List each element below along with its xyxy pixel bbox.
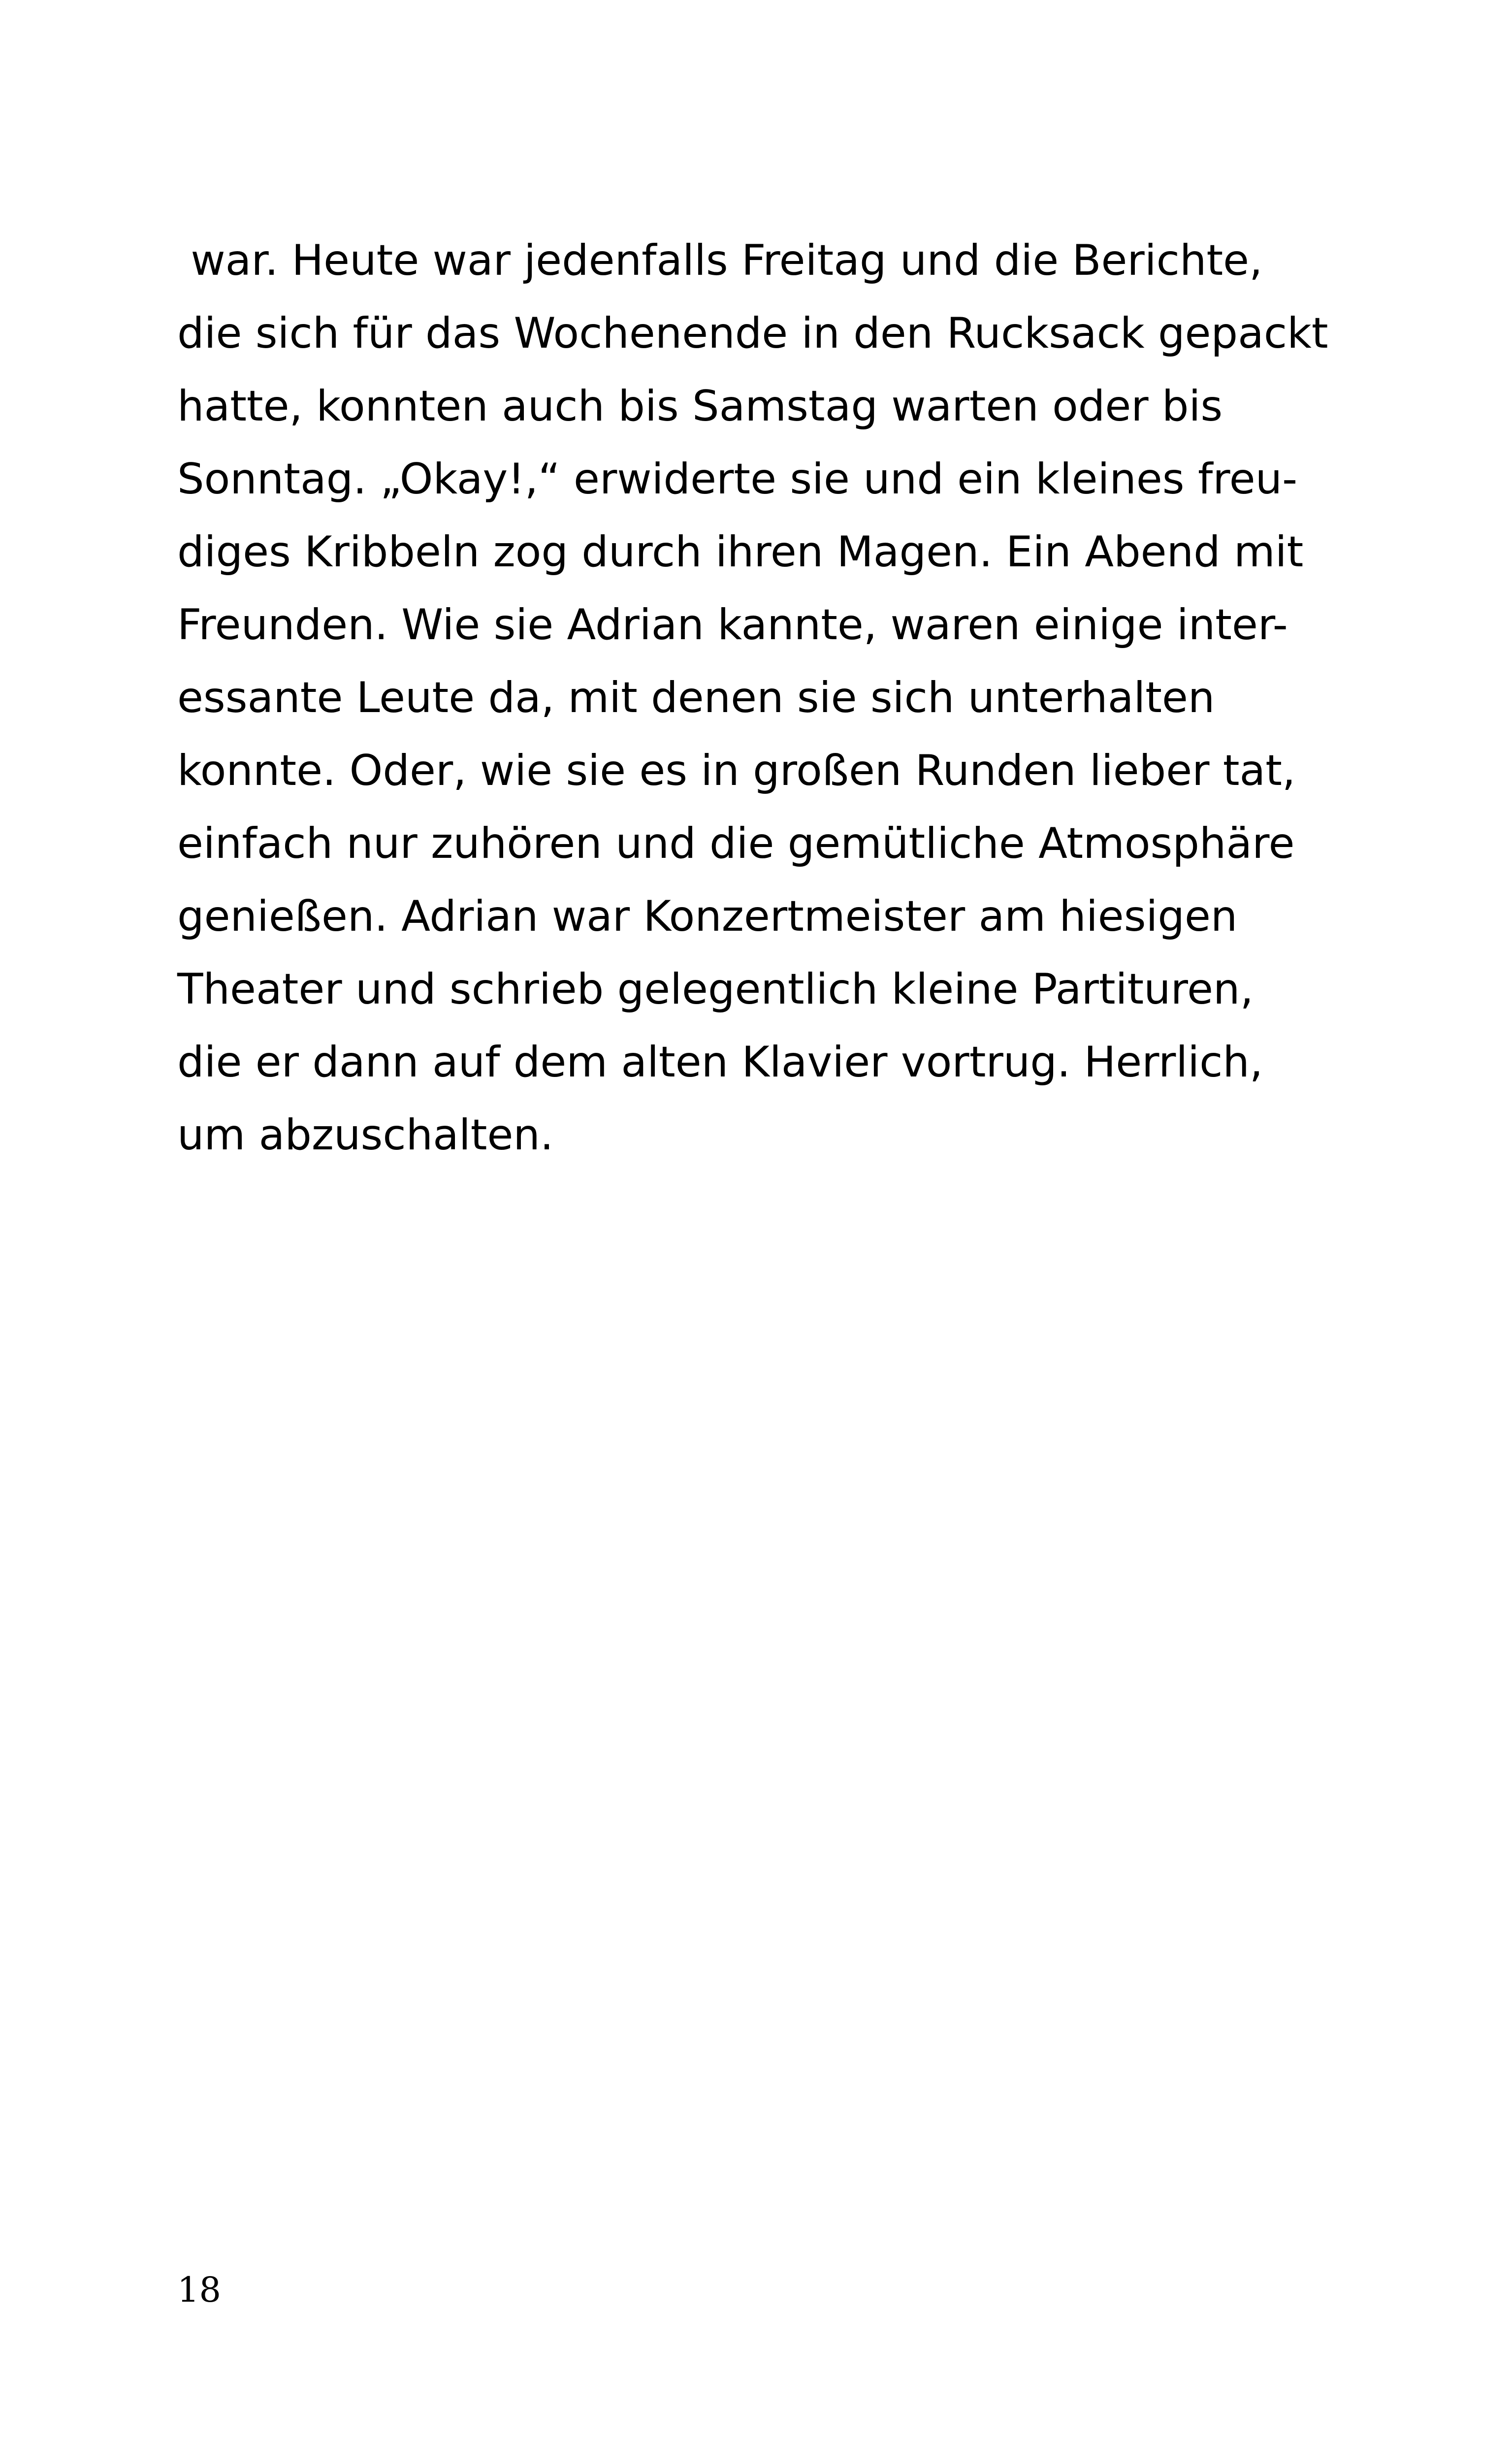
text-line: Theater und schrieb gelegentlich kleine Partituren,	[177, 965, 1254, 1014]
text-line: essante Leute da, mit denen sie sich unterhalten	[177, 673, 1215, 722]
text-line: diges Kribbeln zog durch ihren Magen. Ein Abend mit	[177, 527, 1304, 577]
page-number: 18	[177, 2270, 222, 2310]
text-line: die sich für das Wochenende in den Rucksack gepackt	[177, 309, 1328, 358]
text-line: einfach nur zuhören und die gemütliche Atmosphäre	[177, 819, 1295, 868]
text-line: konnte. Oder, wie sie es in großen Runden lieber tat,	[177, 746, 1296, 795]
text-line: um abzuschalten.	[177, 1110, 554, 1160]
text-line: genießen. Adrian war Konzertmeister am hiesigen	[177, 892, 1238, 941]
text-line: die er dann auf dem alten Klavier vortrug. Herrlich,	[177, 1038, 1263, 1087]
text-line: Freunden. Wie sie Adrian kannte, waren einige inter-	[177, 600, 1288, 650]
text-line: war. Heute war jedenfalls Freitag und die Berichte,	[177, 236, 1263, 285]
text-line: Sonntag. „Okay!,“ erwiderte sie und ein kleines freu-	[177, 455, 1298, 504]
body-text	[177, 224, 1359, 1172]
text-line: hatte, konnten auch bis Samstag warten oder bis	[177, 382, 1223, 431]
